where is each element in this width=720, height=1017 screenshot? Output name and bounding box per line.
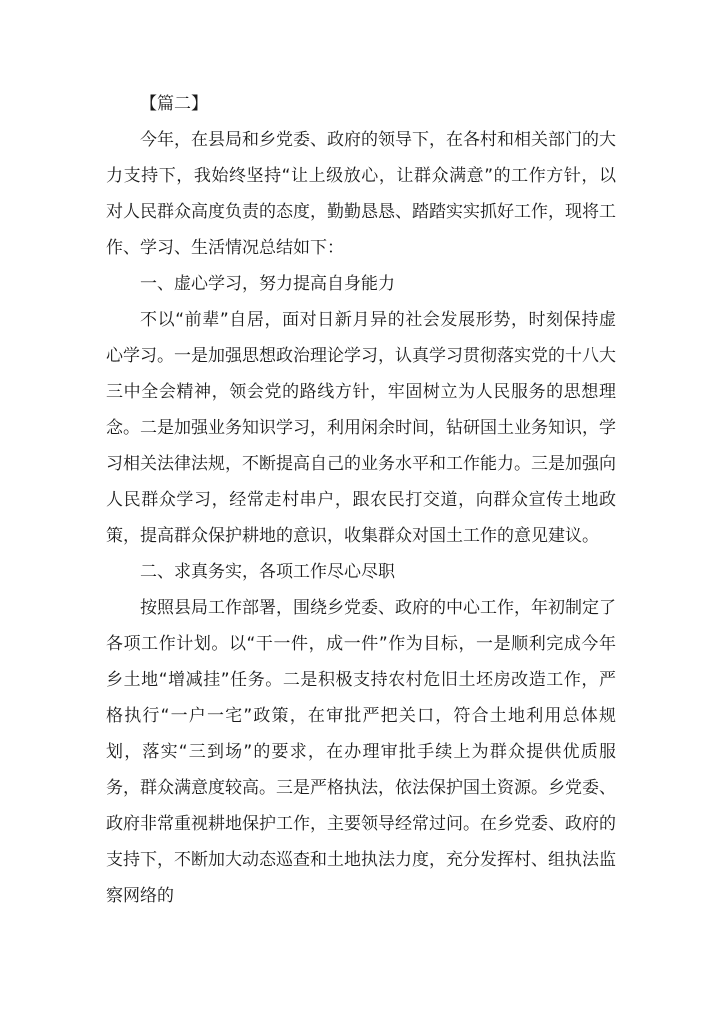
body-paragraph-2: 按照县局工作部署，围绕乡党委、政府的中心工作，年初制定了各项工作计划。以“干一件，成一件”作为目标，一是顺利完成今年乡土地“增减挂”任务。二是积极支持农村危旧土坯房改造工作，严格执行“一户一宅”政策，在审批严把关口，符合土地利用总体规划，落实“三到场”的要求，在办理审批手续上为群众提供优质服务，群众满意度较高。三是严格执法，依法保护国土资源。乡党委、政府非常重视耕地保护工作，主要领导经常过问。在乡党委、政府的支持下，不断加大动态巡查和土地执法力度，充分发挥村、组执法监察网络的 <box>106 598 616 906</box>
document-body <box>106 86 616 914</box>
section-title: 【篇二】 <box>140 94 208 114</box>
section-heading-1: 一、虚心学习，努力提高自身能力 <box>140 274 395 294</box>
intro-paragraph: 今年，在县局和乡党委、政府的领导下，在各村和相关部门的大力支持下，我始终坚持“让上级放心，让群众满意”的工作方针，以对人民群众高度负责的态度，勤勤恳恳、踏踏实实抓好工作，现将工作、学习、生活情况总结如下： <box>106 130 616 258</box>
body-paragraph-1: 不以“前辈”自居，面对日新月异的社会发展形势，时刻保持虚心学习。一是加强思想政治理论学习，认真学习贯彻落实党的十八大三中全会精神，领会党的路线方针，牢固树立为人民服务的思想理念。二是加强业务知识学习，利用闲余时间，钻研国土业务知识，学习相关法律法规，不断提高自己的业务水平和工作能力。三是加强向人民群众学习，经常走村串户，跟农民打交道，向群众宣传土地政策，提高群众保护耕地的意识，收集群众对国土工作的意见建议。 <box>106 310 616 546</box>
section-heading-2: 二、求真务实，各项工作尽心尽职 <box>140 562 395 582</box>
